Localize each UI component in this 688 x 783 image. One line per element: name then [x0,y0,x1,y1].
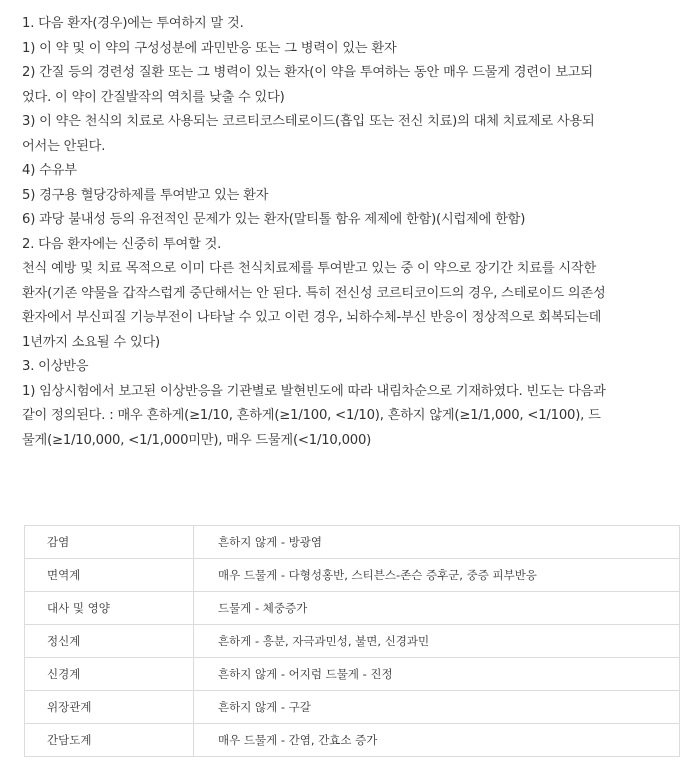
table-row [25,559,680,592]
text-line: 1) 이 약 및 이 약의 구성성분에 과민반응 또는 그 병력이 있는 환자 [22,40,397,56]
table-cell-category: 면역계 [25,559,194,592]
text-line: 1년까지 소요될 수 있다) [22,334,160,350]
document-body [22,12,672,453]
section-heading: 1. 다음 환자(경우)에는 투여하지 말 것. [22,16,244,31]
text-line: 환자에서 부신피질 기능부전이 나타날 수 있고 이런 경우, 뇌하수체-부신 반응이 정상적으로 회복되는데 [22,310,602,325]
text-line: 5) 경구용 혈당강하제를 투여받고 있는 환자 [22,187,269,203]
text-line: 같이 정의된다. : 매우 흔하게(≥1/10, 흔하게(≥1/100, <1/10), 흔하지 않게(≥1/1,000, <1/100), 드 [22,408,601,423]
text-line: 어서는 안된다. [22,138,106,154]
table-cell-category: 정신계 [25,625,194,658]
section-heading: 2. 다음 환자에는 신중히 투여할 것. [22,236,222,252]
table-cell-description: 흔하지 않게 - 방광염 [194,526,680,559]
text-line: 4) 수유부 [22,163,77,178]
table-cell-category: 신경계 [25,658,194,691]
adverse-reaction-table [24,525,680,757]
table-row [25,592,680,625]
text-line: 1) 임상시험에서 보고된 이상반응을 기관별로 발현빈도에 따라 내림차순으로 기재하였다. 빈도는 다음과 [22,383,606,399]
table-row [25,691,680,724]
text-line: 었다. 이 약이 간질발작의 역치를 낮출 수 있다) [22,89,285,105]
table-cell-category: 간담도계 [25,724,194,757]
text-line: 천식 예방 및 치료 목적으로 이미 다른 천식치료제를 투여받고 있는 중 이 약으로 장기간 치료를 시작한 [22,261,596,276]
table-row [25,625,680,658]
text-line: 3) 이 약은 천식의 치료로 사용되는 코르티코스테로이드(흡입 또는 전신 치료)의 대체 치료제로 사용되 [22,114,595,129]
table-row [25,658,680,691]
table-cell-description: 흔하지 않게 - 어지럼 드물게 - 진정 [194,658,680,691]
table-cell-description: 흔하지 않게 - 구갈 [194,691,680,724]
table-cell-category: 대사 및 영양 [25,592,194,625]
table-cell-category: 위장관계 [25,691,194,724]
table-cell-description: 매우 드물게 - 다형성홍반, 스티븐스-존슨 증후군, 중증 피부반응 [194,559,680,592]
table-cell-category: 감염 [25,526,194,559]
text-line: 2) 간질 등의 경련성 질환 또는 그 병력이 있는 환자(이 약을 투여하는 동안 매우 드물게 경련이 보고되 [22,65,593,80]
table-cell-description: 매우 드물게 - 간염, 간효소 증가 [194,724,680,757]
table-cell-description: 흔하게 - 흥분, 자극과민성, 불면, 신경과민 [194,625,680,658]
text-line: 물게(≥1/10,000, <1/1,000미만), 매우 드물게(<1/10,000) [22,432,372,448]
text-line: 6) 과당 불내성 등의 유전적인 문제가 있는 환자(말티톨 함유 제제에 한함)(시럽제에 한함) [22,212,526,227]
text-line: 환자(기존 약물을 갑작스럽게 중단해서는 안 된다. 특히 전신성 코르티코이드의 경우, 스테로이드 의존성 [22,285,606,301]
table-cell-description: 드물게 - 체중증가 [194,592,680,625]
table-row [25,526,680,559]
table-row [25,724,680,757]
section-heading: 3. 이상반응 [22,359,89,374]
